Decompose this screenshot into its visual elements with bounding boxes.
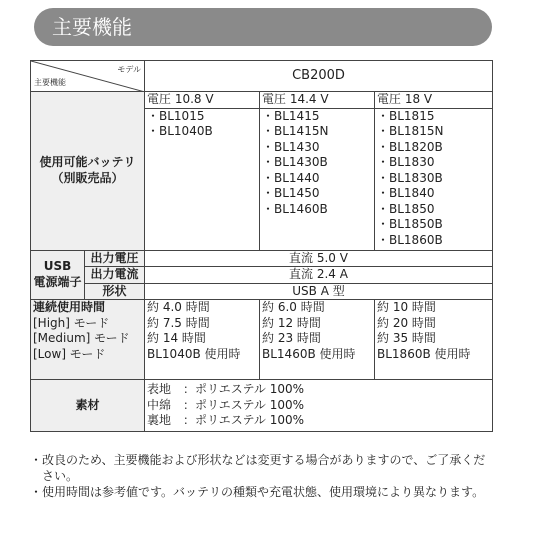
battery-item: ・BL1040B <box>147 124 213 138</box>
battery-item: ・BL1460B <box>262 201 328 216</box>
usb-sub-label: 出力電圧 <box>85 250 145 267</box>
bullet-icon: ・ <box>30 453 43 467</box>
battery-item: ・BL1430 <box>262 139 320 154</box>
corner-model-label: モデル <box>117 65 141 74</box>
runtime-label-line: [Medium] モード <box>33 331 130 345</box>
runtime-item: BL1460B 使用時 <box>262 346 356 361</box>
usb-label-line: 電源端子 <box>33 274 82 289</box>
material-cell <box>145 380 493 432</box>
usb-row <box>31 250 493 267</box>
battery-list-10v8 <box>145 108 260 250</box>
voltage-header: 電圧 18 V <box>375 92 493 109</box>
note-item <box>30 452 494 484</box>
note-text: 改良のため、主要機能および形状などは変更する場合がありますので、ご了承ください。 <box>42 453 486 483</box>
battery-item: ・BL1860B <box>377 232 443 247</box>
note-text: 使用時間は参考値です。バッテリの種類や充電状態、使用環境により異なります。 <box>42 485 485 499</box>
notes <box>30 452 494 500</box>
material-line: 裏地 ：ポリエステル 100% <box>147 413 305 428</box>
material-line: 中綿 ：ポリエステル 100% <box>147 397 305 412</box>
material-label: 素材 <box>31 380 145 432</box>
runtime-label-line: 連続使用時間 <box>33 300 106 314</box>
material-row <box>31 380 493 432</box>
battery-item: ・BL1415 <box>262 108 320 123</box>
runtime-col-18v <box>375 300 493 380</box>
runtime-item: 約 20 時間 <box>377 315 436 330</box>
usb-row <box>31 267 493 284</box>
runtime-item: 約 14 時間 <box>147 331 206 345</box>
battery-item: ・BL1015 <box>147 108 205 123</box>
battery-label-line: 使用可能バッテリ <box>39 155 136 170</box>
usb-label-cell <box>31 250 85 300</box>
section-title: 主要機能 <box>52 15 132 39</box>
usb-sub-label: 出力電流 <box>85 267 145 284</box>
runtime-item: 約 7.5 時間 <box>147 315 210 330</box>
corner-feature-label: 主要機能 <box>34 77 66 87</box>
model-name: CB200D <box>145 61 493 92</box>
battery-item: ・BL1450 <box>262 186 320 200</box>
runtime-item: 約 12 時間 <box>262 315 321 330</box>
runtime-item: 約 10 時間 <box>377 300 436 314</box>
runtime-item: BL1040B 使用時 <box>147 346 241 361</box>
runtime-row <box>31 300 493 380</box>
runtime-item: BL1860B 使用時 <box>377 346 471 361</box>
runtime-col-10v8 <box>145 300 260 380</box>
battery-item: ・BL1830B <box>377 170 443 185</box>
runtime-label-cell <box>31 300 145 380</box>
battery-item: ・BL1850 <box>377 201 435 216</box>
runtime-label-line: [High] モード <box>33 315 110 330</box>
runtime-item: 約 35 時間 <box>377 331 436 345</box>
battery-label-line: （別販売品） <box>51 170 124 185</box>
usb-row <box>31 283 493 300</box>
battery-item: ・BL1830 <box>377 155 435 169</box>
note-item <box>30 484 494 500</box>
battery-label-cell <box>31 92 145 251</box>
battery-item: ・BL1415N <box>262 124 329 138</box>
battery-item: ・BL1440 <box>262 170 320 185</box>
battery-list-18v <box>375 108 493 250</box>
battery-item: ・BL1815 <box>377 108 435 123</box>
runtime-item: 約 6.0 時間 <box>262 300 325 314</box>
usb-sub-label: 形状 <box>85 283 145 300</box>
spec-table <box>30 60 493 432</box>
runtime-item: 約 23 時間 <box>262 331 321 345</box>
runtime-label-line: [Low] モード <box>33 346 106 361</box>
corner-cell <box>31 61 145 92</box>
material-line: 表地 ：ポリエステル 100% <box>147 382 305 397</box>
usb-value: 直流 2.4 A <box>145 267 493 284</box>
bullet-icon: ・ <box>30 485 43 499</box>
model-row <box>31 61 493 92</box>
battery-item: ・BL1815N <box>377 124 444 138</box>
usb-label-line: USB <box>43 259 72 274</box>
battery-item: ・BL1820B <box>377 139 443 154</box>
section-title-banner <box>34 8 492 46</box>
voltage-header: 電圧 10.8 V <box>145 92 260 109</box>
battery-item: ・BL1850B <box>377 217 443 231</box>
voltage-row <box>31 92 493 109</box>
battery-item: ・BL1430B <box>262 155 328 169</box>
runtime-col-14v4 <box>260 300 375 380</box>
usb-value: USB A 型 <box>145 283 493 300</box>
usb-value: 直流 5.0 V <box>145 250 493 267</box>
battery-list-14v4 <box>260 108 375 250</box>
voltage-header: 電圧 14.4 V <box>260 92 375 109</box>
runtime-item: 約 4.0 時間 <box>147 300 210 314</box>
battery-item: ・BL1840 <box>377 186 435 200</box>
